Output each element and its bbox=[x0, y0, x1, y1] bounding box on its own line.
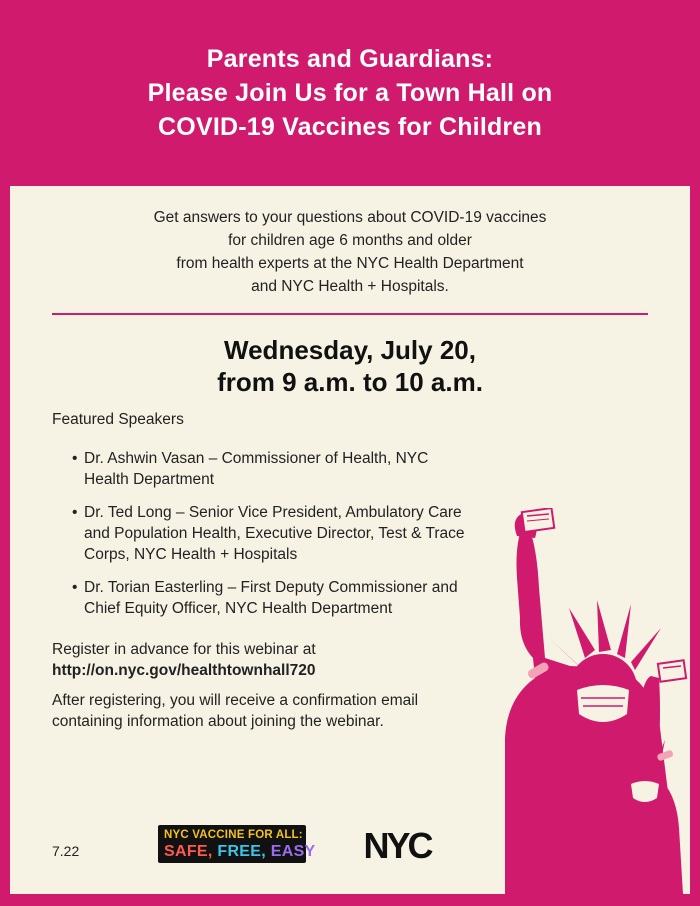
header-title-line-3: COVID-19 Vaccines for Children bbox=[158, 113, 542, 141]
registration-block bbox=[52, 639, 492, 681]
section-divider bbox=[52, 313, 648, 315]
speaker-text: Dr. Ted Long – Senior Vice President, Ambulatory Care and Population Health, Executive Director, Test & Trace Corps, NYC Health + Hospitals bbox=[84, 504, 465, 563]
tagline-word-easy: EASY bbox=[270, 843, 316, 860]
event-time-line: from 9 a.m. to 10 a.m. bbox=[217, 367, 483, 397]
speaker-item bbox=[72, 577, 472, 619]
content-panel bbox=[10, 186, 690, 894]
speaker-text: Dr. Ashwin Vasan – Commissioner of Health, NYC Health Department bbox=[84, 450, 429, 488]
version-code: 7.22 bbox=[52, 843, 80, 859]
statue-of-liberty-illustration-icon bbox=[465, 508, 690, 894]
intro-text bbox=[10, 206, 690, 298]
speaker-list bbox=[72, 448, 472, 631]
intro-line-4: and NYC Health + Hospitals. bbox=[251, 278, 449, 295]
registration-link[interactable]: http://on.nyc.gov/healthtownhall720 bbox=[52, 662, 316, 679]
intro-line-2: for children age 6 months and older bbox=[228, 232, 472, 249]
vaccine-for-all-logo bbox=[158, 825, 316, 863]
event-date-line: Wednesday, July 20, bbox=[224, 335, 476, 365]
intro-line-1: Get answers to your questions about COVID-19 vaccines bbox=[153, 209, 547, 226]
tagline-word-safe: SAFE, bbox=[164, 843, 213, 860]
registration-text: Register in advance for this webinar at bbox=[52, 641, 316, 658]
featured-speakers-heading: Featured Speakers bbox=[52, 411, 184, 428]
speaker-item bbox=[72, 502, 472, 565]
nyc-logo bbox=[350, 828, 445, 862]
tagline-word-free: FREE, bbox=[217, 843, 266, 860]
speaker-item bbox=[72, 448, 472, 490]
header-title-line-2: Please Join Us for a Town Hall on bbox=[147, 79, 553, 107]
header-banner bbox=[0, 0, 700, 186]
speaker-text: Dr. Torian Easterling – First Deputy Commissioner and Chief Equity Officer, NYC Health Department bbox=[84, 579, 458, 617]
bullet-icon: • bbox=[72, 504, 78, 521]
bullet-icon: • bbox=[72, 450, 78, 467]
vaccine-for-all-title: NYC VACCINE FOR ALL: bbox=[164, 829, 303, 841]
bullet-icon: • bbox=[72, 579, 78, 596]
registration-note: After registering, you will receive a confirmation email containing information about joining the webinar. bbox=[52, 692, 419, 730]
nyc-logo-text: NYC bbox=[363, 828, 431, 862]
intro-line-3: from health experts at the NYC Health Department bbox=[176, 255, 524, 272]
header-title-line-1: Parents and Guardians: bbox=[206, 45, 494, 73]
vaccine-for-all-tagline bbox=[164, 843, 316, 861]
event-date bbox=[10, 334, 690, 398]
